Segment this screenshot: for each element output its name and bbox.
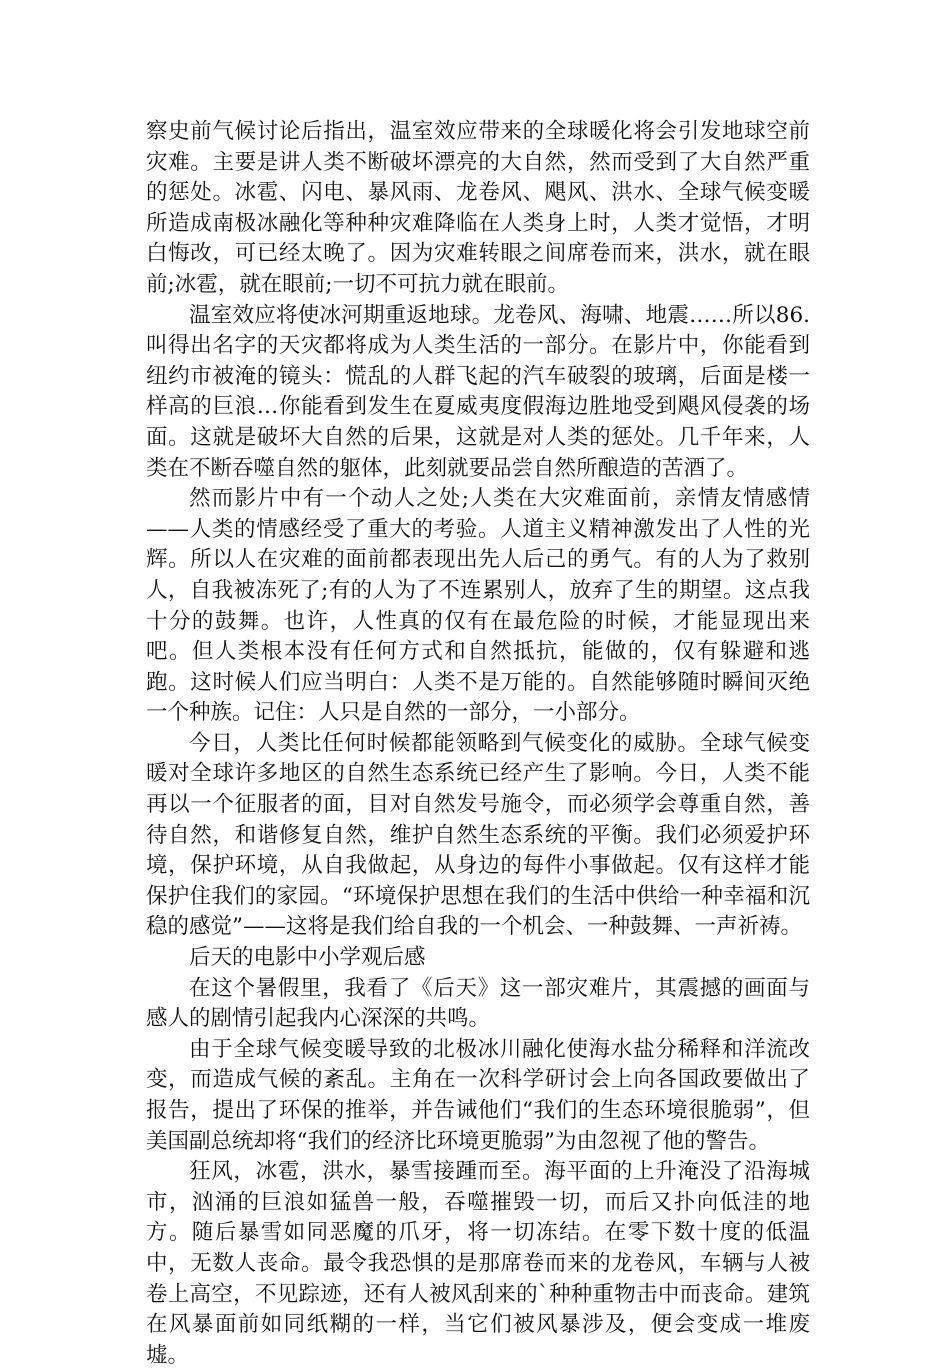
- paragraph-2: 温室效应将使冰河期重返地球。龙卷风、海啸、地震……所以86.叫得出名字的天灾都将成为人类生活的一部分。在影片中，你能看到纽约市被淹的镜头：慌乱的人群飞起的汽车破裂的玻璃，后面是楼一样高的巨浪…你能看到发生在夏威夷度假海边胜地受到飓风侵袭的场面。这就是破坏大自然的后果，这就是对人类的惩处。几千年来，人类在不断吞噬自然的躯体，此刻就要品尝自然所酿造的苦酒了。: [146, 302, 810, 481]
- paragraph-1: 察史前气候讨论后指出，温室效应带来的全球暖化将会引发地球空前灾难。主要是讲人类不断破坏漂亮的大自然，然而受到了大自然严重的惩处。冰雹、闪电、暴风雨、龙卷风、飓风、洪水、全球气候变暖所造成南极冰融化等种种灾难降临在人类身上时，人类才觉悟，才明白悔改，可已经太晚了。因为灾难转眼之间席卷而来，洪水，就在眼前;冰雹，就在眼前;一切不可抗力就在眼前。: [146, 119, 810, 297]
- paragraph-4: 今日，人类比任何时候都能领略到气候变化的威胁。全球气候变暖对全球许多地区的自然生态系统已经产生了影响。今日，人类不能再以一个征服者的面，目对自然发号施令，而必须学会尊重自然，善待自然，和谐修复自然，维护自然生态系统的平衡。我们必须爱护环境，保护环境，从自我做起，从身边的每件小事做起。仅有这样才能保护住我们的家园。“环境保护思想在我们的生活中供给一种幸福和沉稳的感觉”——这将是我们给自我的一个机会、一种鼓舞、一声祈祷。: [146, 730, 810, 940]
- paragraph-7: 狂风，冰雹，洪水，暴雪接踵而至。海平面的上升淹没了沿海城市，汹涌的巨浪如猛兽一般，吞噬摧毁一切，而后又扑向低洼的地方。随后暴雪如同恶魔的爪牙，将一切冻结。在零下数十度的低温中，无数人丧命。最令我恐惧的是那席卷而来的龙卷风，车辆与人被卷上高空，不见踪迹，还有人被风刮来的`种种重物击中而丧命。建筑在风暴面前如同纸糊的一样，当它们被风暴涉及，便会变成一堆废墟。: [146, 1159, 810, 1368]
- paragraph-6: 由于全球气候变暖导致的北极冰川融化使海水盐分稀释和洋流改变，而造成气候的紊乱。主角在一次科学研讨会上向各国政要做出了报告，提出了环保的推举，并告诫他们“我们的生态环境很脆弱”，但美国副总统却将“我们的经济比环境更脆弱”为由忽视了他的警告。: [146, 1036, 810, 1154]
- paragraph-5: 在这个暑假里，我看了《后天》这一部灾难片，其震撼的画面与感人的剧情引起我内心深深的共鸣。: [146, 975, 810, 1032]
- section-heading: 后天的电影中小学观后感: [189, 945, 426, 971]
- document-body: [146, 117, 810, 1371]
- paragraph-3: 然而影片中有一个动人之处;人类在大灾难面前，亲情友情感情——人类的情感经受了重大的考验。人道主义精神激发出了人性的光辉。所以人在灾难的面前都表现出先人后己的勇气。有的人为了救别人，自我被冻死了;有的人为了不连累别人，放弃了生的期望。这点我十分的鼓舞。也许，人性真的仅有在最危险的时候，才能显现出来吧。但人类根本没有任何方式和自然抵抗，能做的，仅有躲避和逃跑。这时候人们应当明白：人类不是万能的。自然能够随时瞬间灭绝一个种族。记住：人只是自然的一部分，一小部分。: [146, 486, 810, 726]
